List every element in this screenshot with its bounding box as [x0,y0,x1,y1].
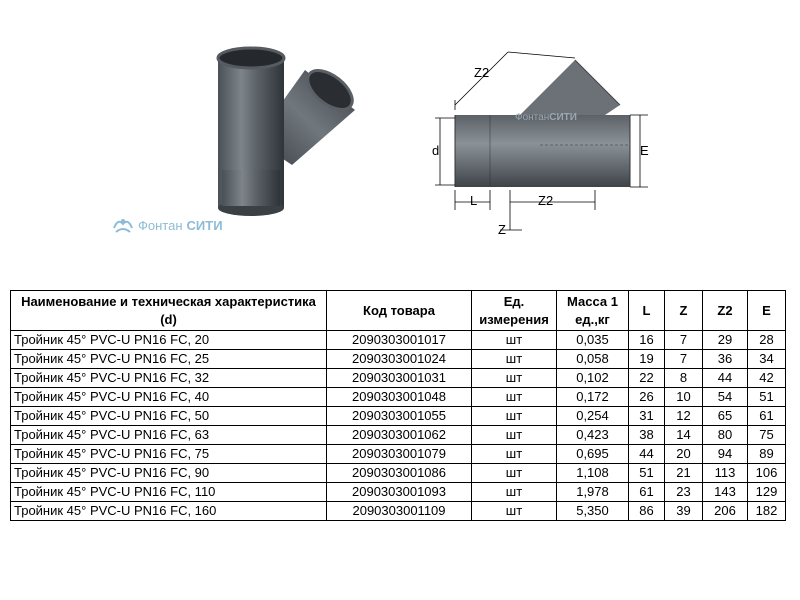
cell-l: 31 [629,407,665,426]
cell-z: 23 [665,483,703,502]
cell-mass: 0,102 [557,369,629,388]
drawing-watermark-text-b: СИТИ [549,112,577,123]
cell-unit: шт [472,350,557,369]
cell-z2: 113 [703,464,748,483]
cell-code: 2090303001079 [327,445,472,464]
tee-dimension-drawing [0,0,800,285]
cell-e: 42 [748,369,786,388]
cell-e: 129 [748,483,786,502]
cell-name: Тройник 45° PVC-U PN16 FC, 20 [11,331,327,350]
cell-code: 2090303001093 [327,483,472,502]
cell-l: 51 [629,464,665,483]
cell-z2: 44 [703,369,748,388]
cell-name: Тройник 45° PVC-U PN16 FC, 110 [11,483,327,502]
cell-mass: 1,978 [557,483,629,502]
header-unit: Ед. измерения [472,291,557,331]
cell-l: 61 [629,483,665,502]
cell-e: 182 [748,502,786,521]
cell-z: 8 [665,369,703,388]
dim-label-l: L [470,193,478,208]
cell-mass: 5,350 [557,502,629,521]
header-e: E [748,291,786,331]
table-row [11,445,786,464]
product-figure [0,0,800,285]
cell-name: Тройник 45° PVC-U PN16 FC, 63 [11,426,327,445]
table-row [11,502,786,521]
cell-unit: шт [472,369,557,388]
dim-label-d: d [432,143,440,158]
cell-mass: 0,172 [557,388,629,407]
dim-label-z2-top: Z2 [474,65,490,80]
cell-l: 16 [629,331,665,350]
cell-code: 2090303001109 [327,502,472,521]
drawing-watermark [515,112,577,123]
table-row [11,407,786,426]
cell-l: 86 [629,502,665,521]
cell-z2: 94 [703,445,748,464]
header-l: L [629,291,665,331]
cell-l: 19 [629,350,665,369]
cell-z2: 54 [703,388,748,407]
cell-l: 38 [629,426,665,445]
cell-e: 34 [748,350,786,369]
cell-l: 22 [629,369,665,388]
cell-z2: 80 [703,426,748,445]
cell-z2: 206 [703,502,748,521]
header-z: Z [665,291,703,331]
header-z2: Z2 [703,291,748,331]
cell-name: Тройник 45° PVC-U PN16 FC, 160 [11,502,327,521]
cell-l: 44 [629,445,665,464]
cell-e: 51 [748,388,786,407]
header-code: Код товара [327,291,472,331]
cell-name: Тройник 45° PVC-U PN16 FC, 90 [11,464,327,483]
cell-z2: 29 [703,331,748,350]
cell-mass: 0,035 [557,331,629,350]
cell-e: 106 [748,464,786,483]
cell-name: Тройник 45° PVC-U PN16 FC, 32 [11,369,327,388]
dim-label-e: E [640,143,649,158]
cell-unit: шт [472,426,557,445]
cell-z: 21 [665,464,703,483]
cell-unit: шт [472,388,557,407]
cell-code: 2090303001062 [327,426,472,445]
drawing-watermark-text-a: Фонтан [515,112,550,123]
table-row [11,388,786,407]
cell-e: 89 [748,445,786,464]
cell-unit: шт [472,407,557,426]
table-row [11,350,786,369]
cell-name: Тройник 45° PVC-U PN16 FC, 25 [11,350,327,369]
dim-label-z: Z [498,222,506,237]
cell-code: 2090303001031 [327,369,472,388]
header-name: Наименование и техническая характеристика (d) [11,291,327,331]
cell-code: 2090303001048 [327,388,472,407]
specs-table [10,290,786,521]
cell-unit: шт [472,483,557,502]
cell-unit: шт [472,331,557,350]
cell-code: 2090303001024 [327,350,472,369]
cell-z: 12 [665,407,703,426]
cell-e: 61 [748,407,786,426]
cell-z2: 65 [703,407,748,426]
cell-z: 7 [665,331,703,350]
cell-e: 75 [748,426,786,445]
cell-z: 7 [665,350,703,369]
cell-mass: 0,254 [557,407,629,426]
cell-mass: 1,108 [557,464,629,483]
cell-z: 10 [665,388,703,407]
cell-unit: шт [472,464,557,483]
brand-logo-text-a: Фонтан [138,217,183,233]
cell-l: 26 [629,388,665,407]
cell-mass: 0,423 [557,426,629,445]
cell-name: Тройник 45° PVC-U PN16 FC, 40 [11,388,327,407]
cell-code: 2090303001055 [327,407,472,426]
cell-z: 14 [665,426,703,445]
cell-z: 20 [665,445,703,464]
table-row [11,483,786,502]
cell-mass: 0,695 [557,445,629,464]
cell-z: 39 [665,502,703,521]
header-mass: Масса 1 ед.,кг [557,291,629,331]
cell-unit: шт [472,445,557,464]
cell-name: Тройник 45° PVC-U PN16 FC, 75 [11,445,327,464]
table-row [11,331,786,350]
cell-z2: 36 [703,350,748,369]
cell-name: Тройник 45° PVC-U PN16 FC, 50 [11,407,327,426]
table-header-row [11,291,786,331]
cell-e: 28 [748,331,786,350]
table-row [11,369,786,388]
cell-code: 2090303001017 [327,331,472,350]
table-row [11,426,786,445]
cell-code: 2090303001086 [327,464,472,483]
cell-z2: 143 [703,483,748,502]
cell-unit: шт [472,502,557,521]
brand-logo-text-b: СИТИ [186,217,223,233]
dim-label-z2-bottom: Z2 [538,193,554,208]
table-row [11,464,786,483]
cell-mass: 0,058 [557,350,629,369]
